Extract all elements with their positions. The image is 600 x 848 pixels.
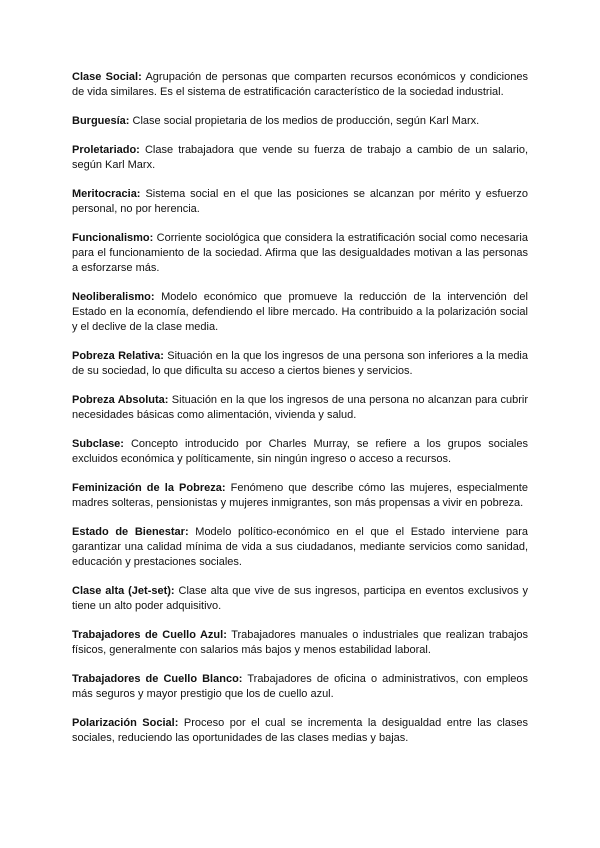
glossary-entry — [72, 114, 528, 129]
glossary-entry — [72, 628, 528, 658]
document-page — [72, 70, 528, 760]
entry-definition: Fenómeno que describe cómo las mujeres, especialmente madres solteras, pensionistas y mujeres inmigrantes, son más propensas a vivir en pobreza. — [72, 482, 528, 509]
glossary-entry — [72, 525, 528, 570]
entry-term: Subclase: — [72, 438, 124, 450]
entry-term: Neoliberalismo: — [72, 291, 155, 303]
glossary-entry — [72, 187, 528, 217]
entry-term: Estado de Bienestar: — [72, 526, 189, 538]
glossary-entry — [72, 290, 528, 335]
entry-term: Trabajadores de Cuello Blanco: — [72, 673, 243, 685]
entry-definition: Modelo económico que promueve la reducción de la intervención del Estado en la economía, defendiendo el libre mercado. Ha contribuido a la polarización social y el declive de la clase media. — [72, 291, 528, 333]
entry-definition: Situación en la que los ingresos de una persona son inferiores a la media de su sociedad, lo que dificulta su acceso a ciertos bienes y servicios. — [72, 350, 528, 377]
glossary-entry — [72, 716, 528, 746]
entry-definition: Sistema social en el que las posiciones se alcanzan por mérito y esfuerzo personal, no por herencia. — [72, 188, 528, 215]
entry-definition: Modelo político-económico en el que el Estado interviene para garantizar una calidad mínima de vida a sus ciudadanos, mediante servicios como sanidad, educación y prestaciones sociales. — [72, 526, 528, 568]
entry-definition: Trabajadores de oficina o administrativos, con empleos más seguros y mayor prestigio que los de cuello azul. — [72, 673, 529, 700]
glossary-entry — [72, 143, 528, 173]
entry-term: Funcionalismo: — [72, 232, 154, 244]
entry-term: Clase Social: — [72, 71, 142, 83]
glossary-entry — [72, 231, 528, 276]
entry-term: Feminización de la Pobreza: — [72, 482, 226, 494]
glossary-entry — [72, 393, 528, 423]
entry-definition: Clase social propietaria de los medios de producción, según Karl Marx. — [132, 115, 480, 127]
entry-term: Trabajadores de Cuello Azul: — [72, 629, 227, 641]
entry-definition: Corriente sociológica que considera la estratificación social como necesaria para el funcionamiento de la sociedad. Afirma que las desigualdades motivan a las personas a esforzarse más. — [72, 232, 528, 274]
entry-definition: Clase alta que vive de sus ingresos, participa en eventos exclusivos y tiene un alto poder adquisitivo. — [72, 585, 528, 612]
entry-term: Meritocracia: — [72, 188, 141, 200]
entry-definition: Concepto introducido por Charles Murray, se refiere a los grupos sociales excluidos económica y políticamente, sin ningún ingreso o acceso a recursos. — [72, 438, 528, 465]
entry-term: Proletariado: — [72, 144, 140, 156]
entry-term: Polarización Social: — [72, 717, 179, 729]
glossary-entry — [72, 70, 528, 100]
glossary-entry — [72, 481, 528, 511]
glossary-entry — [72, 437, 528, 467]
entry-definition: Situación en la que los ingresos de una persona no alcanzan para cubrir necesidades básicas como alimentación, vivienda y salud. — [72, 394, 529, 421]
glossary-entry — [72, 349, 528, 379]
entry-term: Clase alta (Jet-set): — [72, 585, 175, 597]
glossary-entry — [72, 672, 528, 702]
entry-definition: Agrupación de personas que comparten recursos económicos y condiciones de vida similares. Es el sistema de estratificación característico de la sociedad industrial. — [72, 71, 528, 98]
entry-term: Burguesía: — [72, 115, 130, 127]
glossary-entry — [72, 584, 528, 614]
entry-term: Pobreza Relativa: — [72, 350, 164, 362]
entry-term: Pobreza Absoluta: — [72, 394, 169, 406]
entry-definition: Clase trabajadora que vende su fuerza de trabajo a cambio de un salario, según Karl Marx. — [72, 144, 529, 171]
entry-definition: Trabajadores manuales o industriales que realizan trabajos físicos, generalmente con salarios más bajos y menos estabilidad laboral. — [72, 629, 529, 656]
entry-definition: Proceso por el cual se incrementa la desigualdad entre las clases sociales, reduciendo las oportunidades de las clases medias y bajas. — [72, 717, 528, 744]
